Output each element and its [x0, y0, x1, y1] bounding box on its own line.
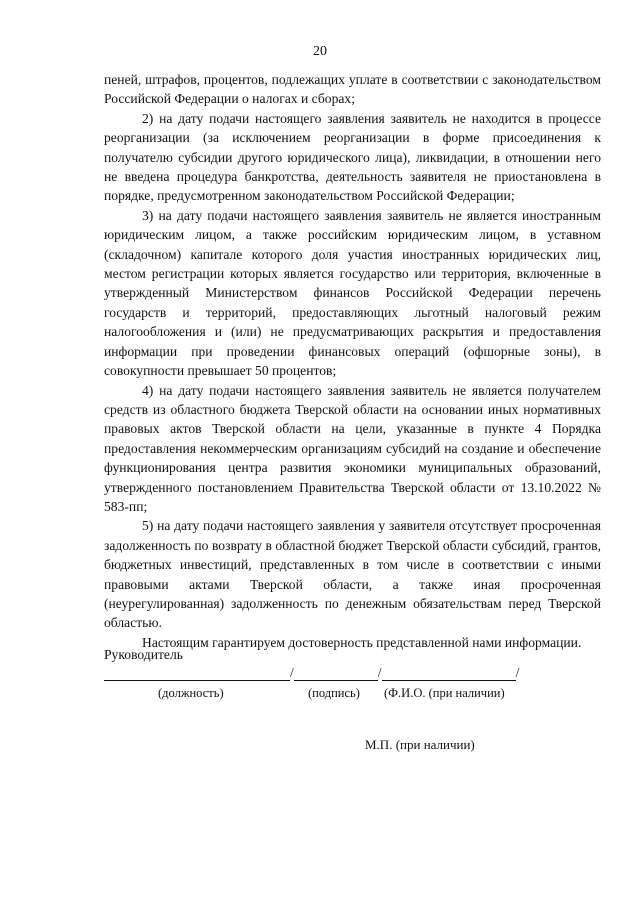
signature-line: [294, 666, 378, 681]
page-number: 20: [313, 44, 327, 59]
paragraph-3: 3) на дату подачи настоящего заявления заявитель не является иностранным юридическим лицом, а также российским юридическим лицом, в уставном (складочном) капитале которого доля участия иностранных юридических лиц, местом регистрации которых является государство или территория, включенные в утвержденный Министерством финансов Российской Федерации перечень государств и территорий, предоставляющих льготный налоговый режим налогообложения и (или) не предусматривающих раскрытия и предоставления информации при проведении финансовых операций (офшорные зоны), в совокупности превышает 50 процентов;: [104, 207, 601, 379]
paragraph-6: Настоящим гарантируем достоверность представленной нами информации.: [142, 634, 582, 650]
paragraph-1: пеней, штрафов, процентов, подлежащих уплате в соответствии с законодательством Российской Федерации о налогах и сборах;: [104, 72, 601, 107]
paragraph-2: 2) на дату подачи настоящего заявления заявитель не находится в процессе реорганизации (за исключением реорганизации в форме присоединения к получателю субсидии другого юридического лица), ликвидации, в отношении него не введена процедура банкротства, деятельность заявителя не приостановлена в порядке, предусмотренном законодательством Российской Федерации;: [104, 110, 601, 204]
position-line: [104, 666, 290, 681]
position-caption: (должность): [158, 686, 224, 700]
signature-caption: (подпись): [308, 686, 360, 700]
signature-title: Руководитель: [104, 647, 183, 662]
paragraph-4: 4) на дату подачи настоящего заявления заявитель не является получателем средств из областного бюджета Тверской области на основании иных нормативных правовых актов Тверской области на цели, указанные в пункте 4 Порядка предоставления некоммерческим организациям субсидий на создание и обеспечение функционирования центра развития экономики муниципальных образований, утвержденного постановлением Правительства Тверской области от 13.10.2022 № 583-пп;: [104, 382, 601, 514]
signature-lines: [104, 665, 519, 681]
name-caption: (Ф.И.О. (при наличии): [384, 686, 505, 700]
name-line: [382, 666, 516, 681]
separator-3: /: [515, 665, 520, 680]
body-text: [104, 70, 601, 652]
paragraph-5: 5) на дату подачи настоящего заявления у заявителя отсутствует просроченная задолженность по возврату в областной бюджет Тверской области субсидий, грантов, бюджетных инвестиций, представленных в том числе в соответствии с иными правовыми актами Тверской области, а также иная просроченная (неурегулированная) задолженность по денежным обязательствам перед Тверской областью.: [104, 518, 601, 631]
stamp-note: М.П. (при наличии): [365, 737, 475, 752]
separator-2: /: [377, 665, 382, 680]
separator-1: /: [290, 665, 294, 680]
